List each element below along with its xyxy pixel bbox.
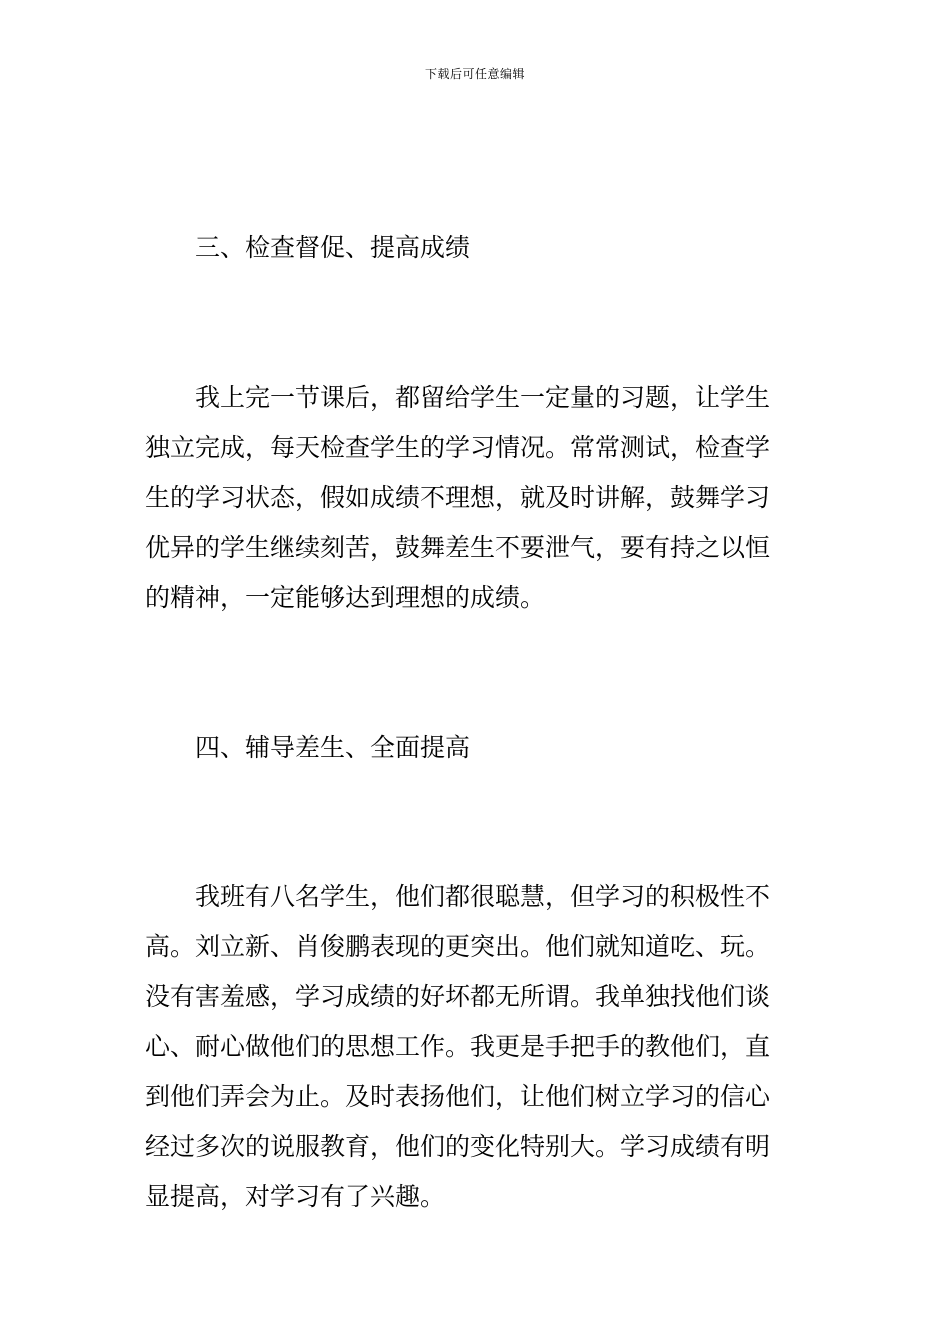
section-heading-3: 三、检查督促、提高成绩	[195, 233, 471, 262]
paragraph-line: 高。刘立新、肖俊鹏表现的更突出。他们就知道吃、玩。	[145, 932, 771, 961]
section-paragraph-4	[145, 872, 810, 1222]
paragraph-line: 我班有八名学生，他们都很聪慧，但学习的积极性不	[195, 882, 771, 911]
paragraph-line: 独立完成，每天检查学生的学习情况。常常测试，检查学	[145, 433, 771, 462]
section-paragraph-3	[145, 373, 810, 623]
paragraph-line: 显提高，对学习有了兴趣。	[145, 1182, 446, 1211]
paragraph-line: 优异的学生继续刻苦，鼓舞差生不要泄气，要有持之以恒	[145, 533, 771, 562]
paragraph-line: 经过多次的说服教育，他们的变化特别大。学习成绩有明	[145, 1132, 771, 1161]
page-header-note: 下载后可任意编辑	[424, 67, 525, 81]
paragraph-line: 的精神，一定能够达到理想的成绩。	[145, 583, 546, 612]
section-heading-4: 四、辅导差生、全面提高	[195, 733, 471, 762]
paragraph-line: 心、耐心做他们的思想工作。我更是手把手的教他们，直	[145, 1032, 771, 1061]
paragraph-line: 没有害羞感，学习成绩的好坏都无所谓。我单独找他们谈	[145, 982, 771, 1011]
paragraph-line: 我上完一节课后，都留给学生一定量的习题，让学生	[195, 383, 771, 412]
paragraph-line: 到他们弄会为止。及时表扬他们，让他们树立学习的信心	[145, 1082, 771, 1111]
paragraph-line: 生的学习状态，假如成绩不理想，就及时讲解，鼓舞学习	[145, 483, 771, 512]
